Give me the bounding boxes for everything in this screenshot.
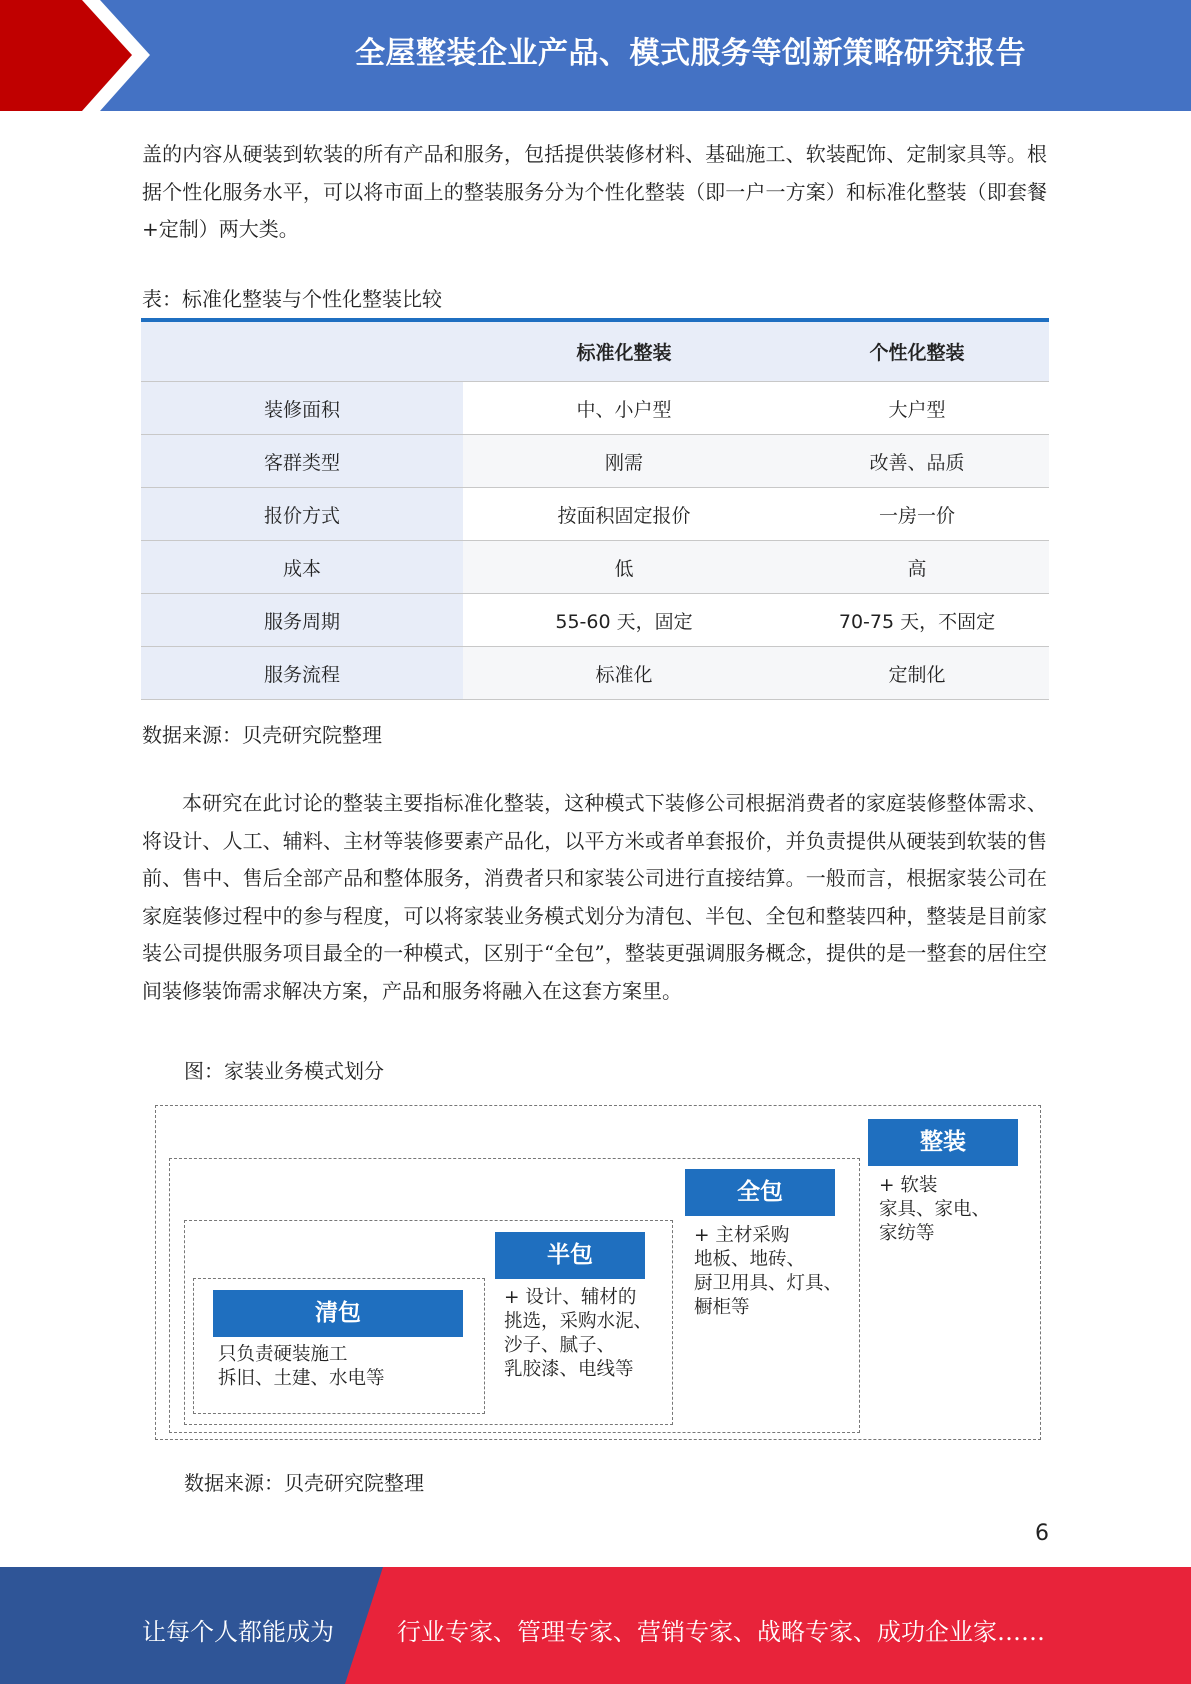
table-row — [141, 647, 1049, 700]
standard-cell: 标准化 — [463, 647, 785, 700]
header-arrow-decoration — [0, 0, 160, 111]
personal-cell: 定制化 — [785, 647, 1049, 700]
quanbao-label: 全包 — [685, 1169, 835, 1216]
table-row — [141, 541, 1049, 594]
table-caption: 表：标准化整装与个性化整装比较 — [142, 287, 442, 311]
zhengzhuang-label: 整装 — [868, 1119, 1018, 1166]
standard-cell: 低 — [463, 541, 785, 594]
row-label: 成本 — [141, 541, 463, 594]
figure-source: 数据来源：贝壳研究院整理 — [184, 1471, 424, 1495]
zhengzhuang-description: + 软装 家具、家电、 家纺等 — [879, 1175, 991, 1244]
standard-cell: 刚需 — [463, 435, 785, 488]
table-row — [141, 488, 1049, 541]
qingbao-description: 只负责硬装施工 拆旧、土建、水电等 — [218, 1344, 385, 1389]
table-header-cell: 标准化整装 — [463, 320, 785, 382]
table-source: 数据来源：贝壳研究院整理 — [142, 723, 382, 747]
banbao-description: + 设计、辅材的 挑选，采购水泥、 沙子、腻子、 乳胶漆、电线等 — [504, 1287, 653, 1380]
table-header-cell — [141, 320, 463, 382]
footer-slogan-right: 行业专家、管理专家、营销专家、战略专家、成功企业家…… — [397, 1618, 1045, 1646]
page-number: 6 — [1035, 1521, 1049, 1546]
figure-caption: 图：家装业务模式划分 — [184, 1059, 384, 1083]
standard-cell: 55-60 天，固定 — [463, 594, 785, 647]
table-row — [141, 382, 1049, 435]
row-label: 报价方式 — [141, 488, 463, 541]
standard-cell: 中、小户型 — [463, 382, 785, 435]
personal-cell: 一房一价 — [785, 488, 1049, 541]
qingbao-label: 清包 — [213, 1290, 463, 1337]
footer-slogan-left: 让每个人都能成为 — [142, 1618, 334, 1646]
row-label: 服务流程 — [141, 647, 463, 700]
row-label: 装修面积 — [141, 382, 463, 435]
quanbao-description: + 主材采购 地板、地砖、 厨卫用具、灯具、 橱柜等 — [694, 1225, 843, 1318]
standard-cell: 按面积固定报价 — [463, 488, 785, 541]
body-paragraph: 本研究在此讨论的整装主要指标准化整装，这种模式下装修公司根据消费者的家庭装修整体需求、将设计、人工、辅料、主材等装修要素产品化，以平方米或者单套报价，并负责提供从硬装到软装的售前、售中、售后全部产品和整体服务，消费者只和家装公司进行直接结算。一般而言，根据家装公司在家庭装修过程中的参与程度，可以将家装业务模式划分为清包、半包、全包和整装四种，整装是目前家装公司提供服务项目最全的一种模式，区别于“全包”，整装更强调服务概念，提供的是一整套的居住空间装修装饰需求解决方案，产品和服务将融入在这套方案里。 — [142, 791, 1047, 1003]
personal-cell: 改善、品质 — [785, 435, 1049, 488]
table-header-row — [141, 320, 1049, 382]
intro-paragraph: 盖的内容从硬装到软装的所有产品和服务，包括提供装修材料、基础施工、软装配饰、定制家具等。根据个性化服务水平，可以将市面上的整装服务分为个性化整装（即一户一方案）和标准化整装（即套餐 +定制）两大类。 — [142, 142, 1047, 241]
banbao-label: 半包 — [495, 1232, 645, 1279]
table-header-cell: 个性化整装 — [785, 320, 1049, 382]
comparison-table — [141, 318, 1049, 700]
business-model-diagram — [153, 1103, 1041, 1440]
row-label: 客群类型 — [141, 435, 463, 488]
table-row — [141, 594, 1049, 647]
personal-cell: 大户型 — [785, 382, 1049, 435]
table-row — [141, 435, 1049, 488]
personal-cell: 高 — [785, 541, 1049, 594]
header-bar — [0, 0, 1191, 111]
personal-cell: 70-75 天，不固定 — [785, 594, 1049, 647]
row-label: 服务周期 — [141, 594, 463, 647]
report-title: 全屋整装企业产品、模式服务等创新策略研究报告 — [355, 36, 1026, 71]
